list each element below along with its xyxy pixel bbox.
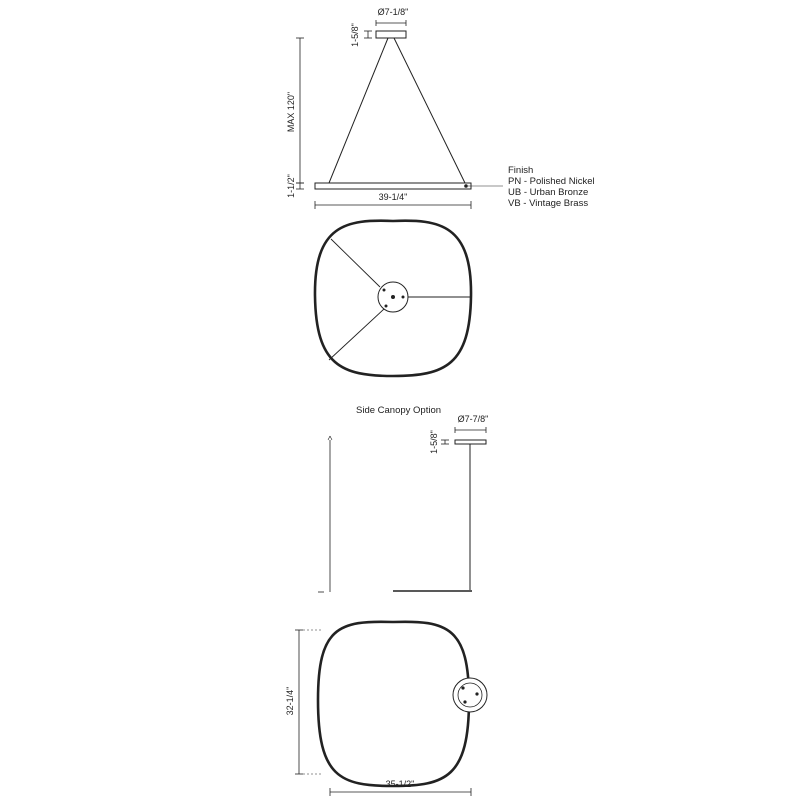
ring-side-connector (464, 184, 468, 188)
side-canopy-screw-2 (475, 692, 478, 695)
side-ring-outline-inner (321, 625, 466, 783)
canopy-screw-1 (383, 289, 386, 292)
side-canopy-screw-3 (463, 700, 466, 703)
finish-heading: Finish (508, 165, 534, 176)
canopy-screw-2 (402, 296, 405, 299)
finish-option-pn: PN - Polished Nickel (508, 176, 595, 187)
pendant-elevation (286, 7, 503, 209)
plan-view-center-canopy (315, 221, 471, 376)
depth-label: 32-1/4" (285, 686, 295, 716)
suspension-cable-right (394, 38, 465, 183)
max-length-label: MAX 120" (286, 91, 296, 133)
ring-width-label: 39-1/4" (378, 192, 408, 202)
plan-cable-upper-left (331, 239, 380, 287)
side-canopy-screw-1 (461, 686, 464, 689)
side-canopy-elevation (318, 414, 488, 592)
canopy-height-label: 1-5/8" (350, 23, 360, 47)
plan-cable-lower-left (329, 309, 384, 360)
ceiling-canopy (376, 31, 406, 38)
canopy-diameter-label: Ø7-1/8" (377, 7, 409, 17)
side-canopy-diameter-label: Ø7-7/8" (457, 414, 489, 424)
canopy-screw-3 (385, 305, 388, 308)
ring-height-label: 1-1/2" (286, 174, 296, 198)
side-canopy-title: Side Canopy Option (356, 405, 442, 416)
plan-view-side-canopy (285, 622, 487, 796)
side-ring-outline-outer (318, 622, 469, 786)
side-canopy-height-label: 1-5/8" (429, 430, 439, 454)
ring-profile (315, 183, 471, 189)
side-canopy (455, 440, 486, 444)
finish-option-ub: UB - Urban Bronze (508, 187, 589, 198)
suspension-cable-left (329, 38, 388, 183)
finish-option-vb: VB - Vintage Brass (508, 198, 589, 209)
finish-note (508, 165, 595, 209)
width-label: 35-1/2" (385, 779, 415, 789)
canopy-center-dot (391, 295, 395, 299)
